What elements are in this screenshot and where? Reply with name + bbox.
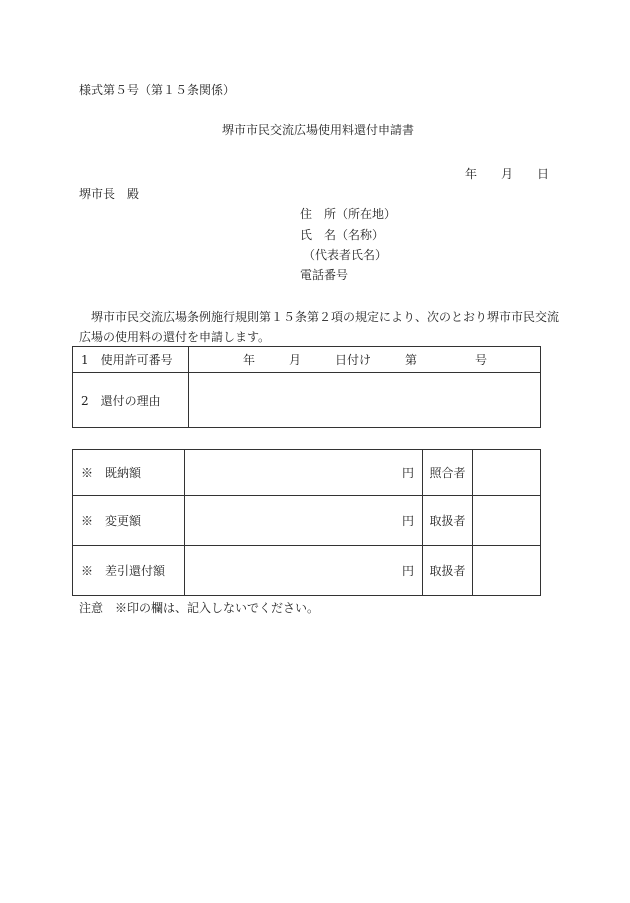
amount-paid-label: ※ 既納額 [73,450,185,496]
applicant-name-label: 氏 名（名称） [300,228,385,242]
handler-label: 取扱者 [423,546,473,596]
permit-info-table [72,346,541,428]
permit-month-label: 月 [289,353,302,367]
permit-date-label: 日付け [335,353,372,367]
refund-reason-label: 2 還付の理由 [73,373,189,428]
amount-row [73,450,541,496]
refund-amount-field[interactable]: 円 [185,546,423,596]
amount-changed-label: ※ 変更額 [73,496,185,546]
body-text-line2: 広場の使用料の還付を申請します。 [79,330,271,344]
body-text-line1: 堺市市民交流広場条例施行規則第１５条第２項の規定により、次のとおり堺市市民交流 [91,310,560,324]
permit-year-label: 年 [243,353,256,367]
addressee: 堺市長 殿 [79,187,140,201]
form-number: 様式第５号（第１５条関係） [79,83,236,97]
checker-field[interactable] [473,450,541,496]
document-title: 堺市市民交流広場使用料還付申請書 [222,123,415,137]
applicant-address-label: 住 所（所在地） [300,207,397,221]
refund-amount-label: ※ 差引還付額 [73,546,185,596]
applicant-phone-label: 電話番号 [300,268,349,282]
refund-reason-field[interactable] [189,373,541,428]
date-month: 月 [501,167,514,181]
checker-label: 照合者 [423,450,473,496]
handler-field[interactable] [473,546,541,596]
amount-changed-field[interactable]: 円 [185,496,423,546]
permit-number-row [73,347,541,373]
applicant-representative-label: （代表者氏名） [303,248,388,262]
permit-no-prefix: 第 [405,353,418,367]
amount-table [72,449,541,596]
permit-number-label: 1 使用許可番号 [73,347,189,373]
handler-field[interactable] [473,496,541,546]
permit-number-field[interactable] [189,347,541,373]
permit-no-suffix: 号 [475,353,488,367]
date-day: 日 [537,167,550,181]
amount-paid-field[interactable]: 円 [185,450,423,496]
date-year: 年 [465,167,478,181]
amount-row [73,496,541,546]
refund-reason-row [73,373,541,428]
amount-row [73,546,541,596]
handler-label: 取扱者 [423,496,473,546]
note-text: 注意 ※印の欄は、記入しないでください。 [79,601,320,615]
